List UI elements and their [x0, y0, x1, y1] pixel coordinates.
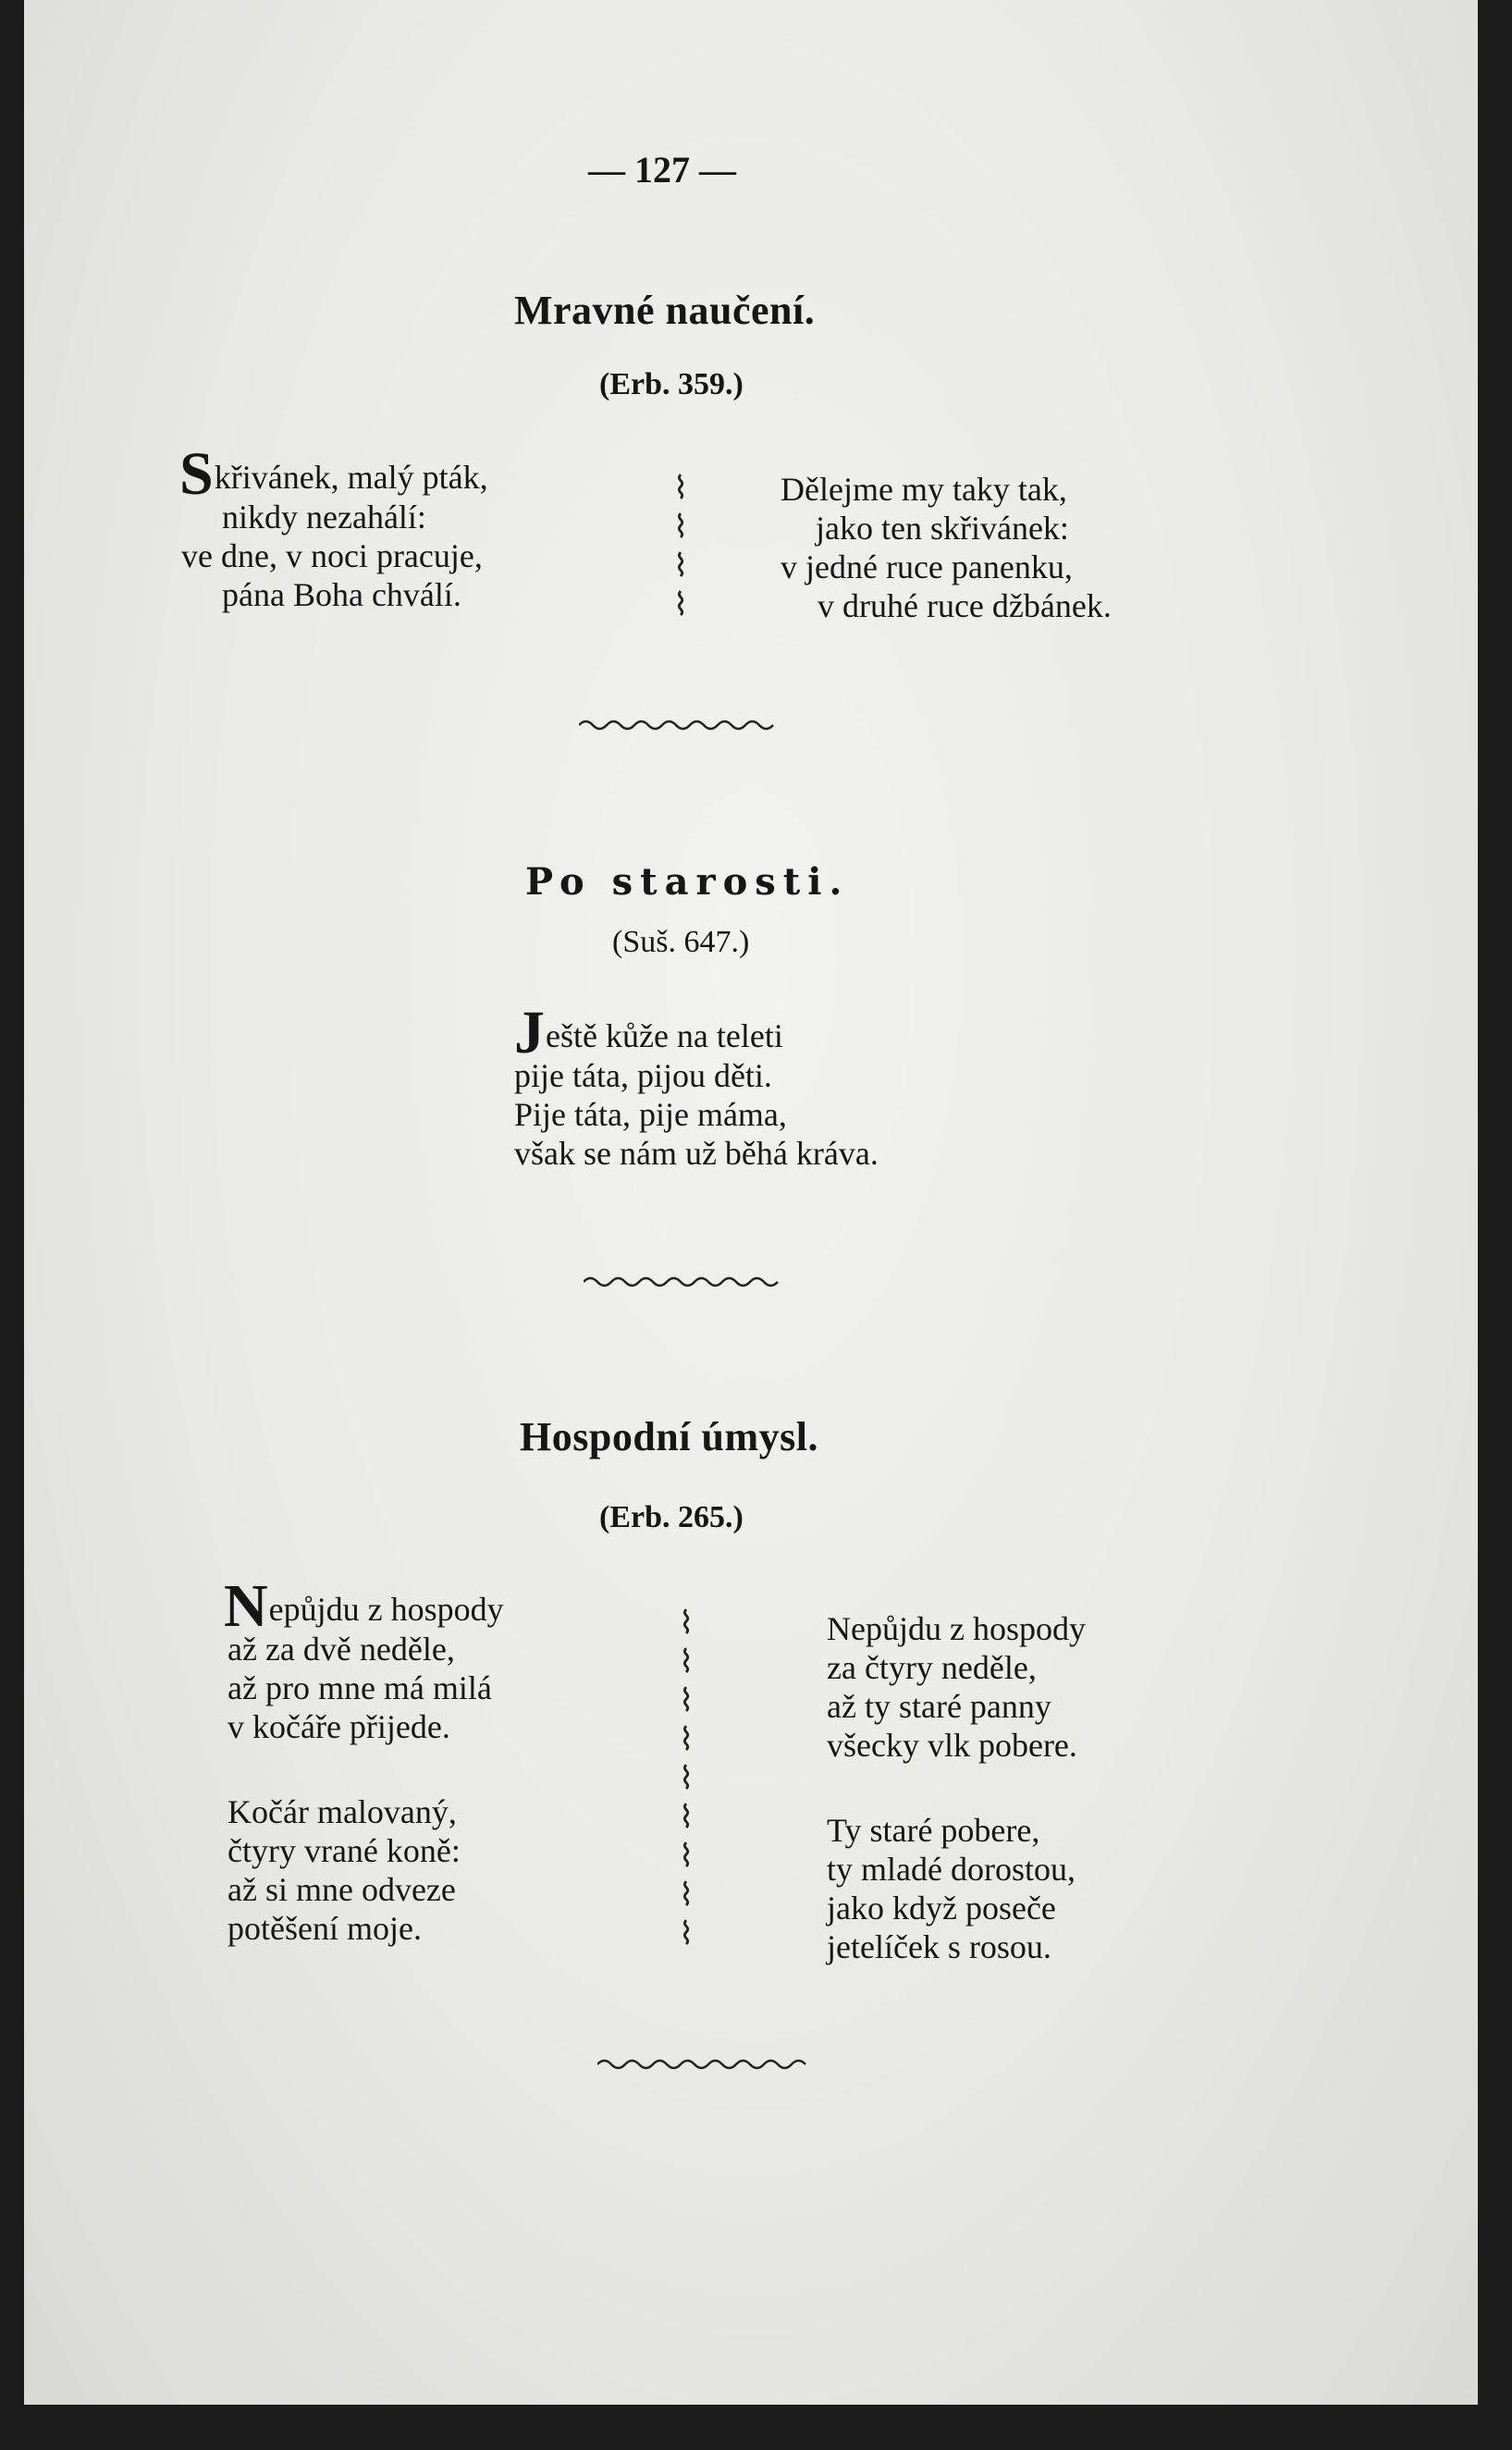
stanza-left-1 [179, 440, 488, 614]
verse-line: za čtyry neděle, [827, 1649, 1037, 1686]
drop-cap: S [179, 440, 214, 508]
stanza-left-3 [224, 1572, 504, 1948]
verse-line: Nepůjdu z hospody [224, 1572, 504, 1640]
verse-line: Nepůjdu z hospody [827, 1610, 1086, 1647]
verse-line: čtyry vrané koně: [227, 1832, 461, 1869]
brace-divider-3: ⌇ ⌇ ⌇ ⌇ ⌇ ⌇ ⌇ ⌇ ⌇ [678, 1607, 695, 1951]
brace-divider-1: ⌇ ⌇ ⌇ ⌇ [672, 472, 689, 622]
verse-line: až ty staré panny [827, 1688, 1051, 1725]
verse-line: Ještě kůže na teleti [514, 999, 783, 1066]
stanza-right-3 [827, 1609, 1086, 1966]
verse-line: pije táta, pijou děti. [514, 1057, 772, 1094]
verse-line: ve dne, v noci pracuje, [181, 537, 483, 574]
section-title-2: Po starosti. [525, 860, 850, 904]
wavy-separator [597, 2057, 810, 2072]
verse-line: jetelíček s rosou. [827, 1928, 1051, 1965]
verse-line: Kočár malovaný, [227, 1793, 457, 1830]
verse-line: v druhé ruce džbánek. [817, 587, 1112, 624]
verse-line: jako ten skřivánek: [816, 510, 1069, 547]
wavy-separator [579, 718, 782, 733]
book-page [24, 0, 1478, 2405]
drop-cap: J [514, 999, 545, 1066]
verse-line: až si mne odveze [227, 1871, 456, 1908]
drop-cap: N [224, 1572, 268, 1640]
section-reference-1: (Erb. 359.) [599, 367, 744, 401]
verse-line: Pije táta, pije máma, [514, 1096, 787, 1133]
verse-line: ty mladé dorostou, [827, 1851, 1076, 1888]
verse-line: v jedné ruce panenku, [781, 548, 1073, 585]
section-title-3: Hospodní úmysl. [520, 1414, 818, 1459]
verse-line: až za dvě neděle, [227, 1631, 455, 1668]
page-number: — 127 — [588, 149, 736, 191]
verse-line: Skřivánek, malý pták, [179, 440, 488, 508]
section-reference-3: (Erb. 265.) [599, 1500, 744, 1534]
section-title-1: Mravné naučení. [514, 288, 816, 333]
section-reference-2: (Suš. 647.) [612, 925, 750, 959]
verse-line: Dělejme my taky tak, [781, 471, 1067, 508]
verse-line: potěšení moje. [227, 1910, 422, 1947]
verse-line: až pro mne má milá [227, 1669, 492, 1706]
stanza-2 [514, 999, 879, 1173]
verse-line: všecky vlk pobere. [827, 1727, 1077, 1764]
verse-line: jako když poseče [827, 1890, 1056, 1927]
stanza-right-1 [781, 470, 1112, 625]
verse-line: v kočáře přijede. [227, 1708, 450, 1745]
verse-line: pána Boha chválí. [222, 576, 461, 613]
verse-line: Ty staré pobere, [827, 1812, 1040, 1849]
wavy-separator [584, 1274, 787, 1289]
verse-line: nikdy nezahálí: [222, 499, 426, 536]
verse-line: však se nám už běhá kráva. [514, 1135, 879, 1172]
